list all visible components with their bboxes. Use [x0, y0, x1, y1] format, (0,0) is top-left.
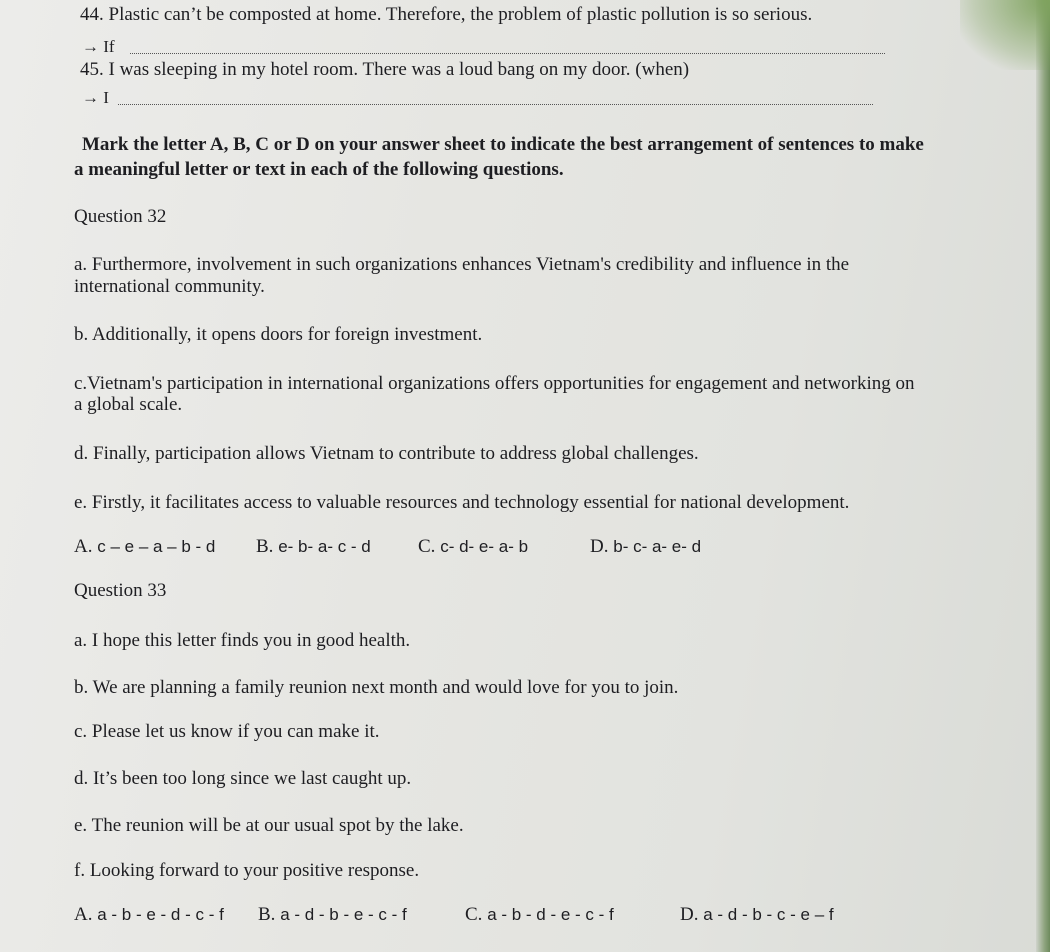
instruction-line-1: Mark the letter A, B, C or D on your answer sheet to indicate the best arrangement of sentences to make: [82, 134, 924, 155]
question-32-sentence-d: d. Finally, participation allows Vietnam to contribute to address global challenges.: [74, 443, 699, 464]
option-value: c- d- e- a- b: [440, 537, 529, 556]
question-33-sentence-d: d. It’s been too long since we last caught up.: [74, 768, 412, 789]
exercise-45-answer-prefix: → I: [82, 88, 109, 107]
exercise-44-question: 44. Plastic can’t be composted at home. Therefore, the problem of plastic pollution is so serious.: [80, 4, 813, 25]
exercise-44-answer-prefix: → If: [82, 37, 115, 56]
question-32-sentence-a-cont: international community.: [74, 276, 265, 297]
instruction-line-2: a meaningful letter or text in each of the following questions.: [74, 159, 564, 180]
question-32-option-b[interactable]: [256, 536, 371, 558]
option-letter: B.: [258, 904, 276, 925]
question-33-heading: Question 33: [74, 580, 167, 601]
question-33-sentence-e: e. The reunion will be at our usual spot by the lake.: [74, 815, 464, 836]
option-letter: C.: [465, 904, 483, 925]
option-value: a - b - e - d - c - f: [97, 905, 224, 924]
question-32-heading: Question 32: [74, 206, 167, 227]
question-32-sentence-c-cont: a global scale.: [74, 394, 183, 415]
question-32-sentence-e: e. Firstly, it facilitates access to valuable resources and technology essential for national development.: [74, 492, 850, 513]
question-33-option-d[interactable]: [680, 904, 834, 926]
exercise-45-question: 45. I was sleeping in my hotel room. There was a loud bang on my door. (when): [80, 59, 690, 80]
question-33-option-b[interactable]: [258, 904, 407, 926]
question-32-option-a[interactable]: [74, 536, 215, 558]
option-value: c – e – a – b - d: [97, 537, 216, 556]
option-value: a - d - b - c - e – f: [703, 905, 834, 924]
background-corner: [960, 0, 1050, 70]
option-value: a - d - b - e - c - f: [280, 905, 407, 924]
question-33-sentence-c: c. Please let us know if you can make it.: [74, 721, 380, 742]
question-32-option-d[interactable]: [590, 536, 701, 558]
option-value: a - b - d - e - c - f: [487, 905, 614, 924]
question-33-option-c[interactable]: [465, 904, 614, 926]
exercise-45-answer-blank[interactable]: [118, 104, 873, 105]
option-letter: A.: [74, 904, 93, 925]
option-letter: D.: [680, 904, 699, 925]
page-edge-shadow: [1036, 0, 1050, 952]
question-32-option-c[interactable]: [418, 536, 528, 558]
exercise-44-answer-blank[interactable]: [130, 53, 885, 54]
question-33-option-a[interactable]: [74, 904, 224, 926]
question-33-sentence-a: a. I hope this letter finds you in good health.: [74, 630, 411, 651]
option-letter: C.: [418, 536, 436, 557]
option-value: b- c- a- e- d: [613, 537, 702, 556]
question-33-sentence-b: b. We are planning a family reunion next month and would love for you to join.: [74, 677, 679, 698]
option-value: e- b- a- c - d: [278, 537, 371, 556]
option-letter: D.: [590, 536, 609, 557]
option-letter: A.: [74, 536, 93, 557]
question-32-sentence-b: b. Additionally, it opens doors for foreign investment.: [74, 324, 483, 345]
option-letter: B.: [256, 536, 274, 557]
question-32-sentence-a: a. Furthermore, involvement in such organizations enhances Vietnam's credibility and influence in the: [74, 254, 850, 275]
question-32-sentence-c: c.Vietnam's participation in international organizations offers opportunities for engagement and networking on: [74, 373, 915, 394]
question-33-sentence-f: f. Looking forward to your positive response.: [74, 860, 420, 881]
